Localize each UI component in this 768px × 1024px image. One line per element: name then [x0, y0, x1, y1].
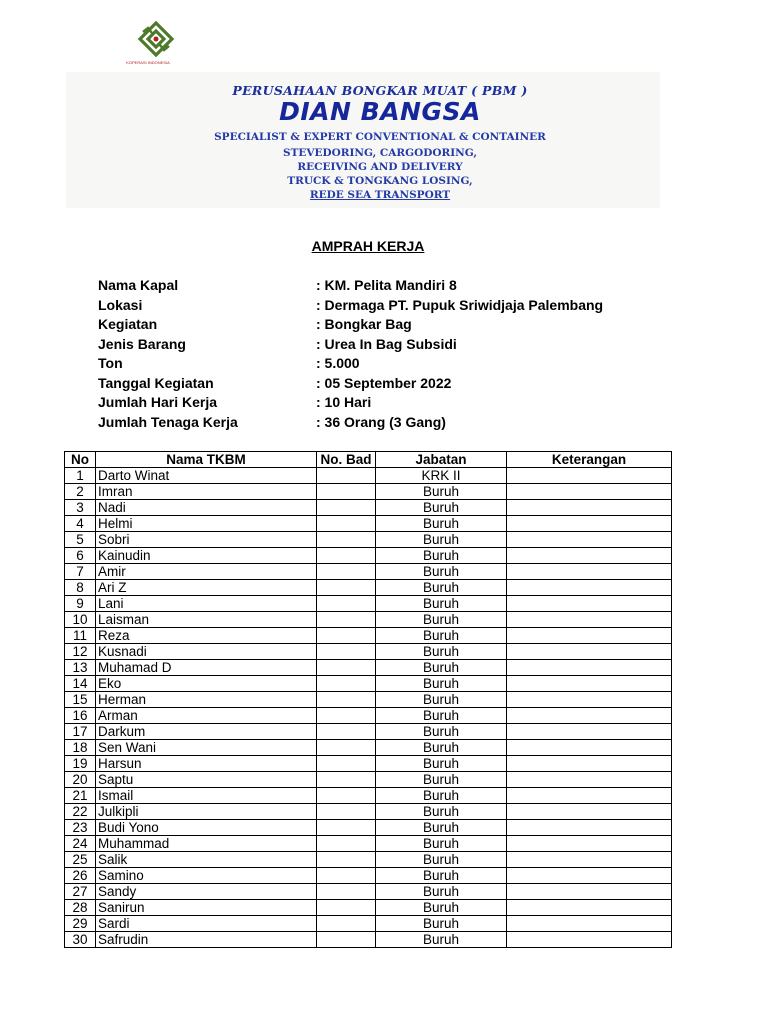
- info-label: Jumlah Hari Kerja: [98, 394, 218, 410]
- worker-name: Saptu: [96, 772, 317, 788]
- worker-name: Muhamad D: [96, 660, 317, 676]
- worker-name: Sen Wani: [96, 740, 317, 756]
- position: Buruh: [376, 932, 507, 948]
- table-row: [65, 772, 672, 788]
- cooperative-logo: [70, 20, 190, 134]
- row-number: 11: [65, 628, 96, 644]
- badge-number: [317, 852, 376, 868]
- service-line: TRUCK & TONGKANG LOSING,: [287, 175, 473, 187]
- remarks: [507, 660, 672, 676]
- info-value: : Urea In Bag Subsidi: [316, 335, 457, 352]
- table-body: [65, 468, 672, 948]
- badge-number: [317, 564, 376, 580]
- worker-name: Sardi: [96, 916, 317, 932]
- row-number: 4: [65, 516, 96, 532]
- badge-number: [317, 804, 376, 820]
- remarks: [507, 484, 672, 500]
- remarks: [507, 724, 672, 740]
- badge-number: [317, 468, 376, 484]
- service-line: RECEIVING AND DELIVERY: [297, 161, 463, 173]
- table-row: [65, 884, 672, 900]
- row-number: 18: [65, 740, 96, 756]
- table-row: [65, 932, 672, 948]
- worker-name: Nadi: [96, 500, 317, 516]
- position: Buruh: [376, 580, 507, 596]
- worker-name: Julkipli: [96, 804, 317, 820]
- worker-name: Darkum: [96, 724, 317, 740]
- remarks: [507, 580, 672, 596]
- badge-number: [317, 868, 376, 884]
- table-row: [65, 564, 672, 580]
- table-row: [65, 708, 672, 724]
- remarks: [507, 596, 672, 612]
- badge-number: [317, 836, 376, 852]
- badge-number: [317, 932, 376, 948]
- badge-number: [317, 548, 376, 564]
- company-type: PERUSAHAAN BONGKAR MUAT ( PBM ): [232, 83, 528, 98]
- worker-name: Helmi: [96, 516, 317, 532]
- logo-caption: KOPERASI INDONESIA: [126, 60, 170, 65]
- table-row: [65, 900, 672, 916]
- badge-number: [317, 676, 376, 692]
- position: Buruh: [376, 820, 507, 836]
- info-value: : Dermaga PT. Pupuk Sriwidjaja Palembang: [316, 296, 604, 313]
- row-number: 21: [65, 788, 96, 804]
- worker-name: Lani: [96, 596, 317, 612]
- worker-name: Amir: [96, 564, 317, 580]
- table-row: [65, 676, 672, 692]
- position: Buruh: [376, 868, 507, 884]
- row-number: 17: [65, 724, 96, 740]
- worker-name: Laisman: [96, 612, 317, 628]
- worker-name: Muhammad: [96, 836, 317, 852]
- table-row: [65, 612, 672, 628]
- row-number: 15: [65, 692, 96, 708]
- table-row: [65, 628, 672, 644]
- position: Buruh: [376, 516, 507, 532]
- badge-number: [317, 708, 376, 724]
- header-keterangan: Keterangan: [507, 452, 672, 468]
- table-row: [65, 516, 672, 532]
- info-label: Jumlah Tenaga Kerja: [98, 413, 238, 430]
- badge-number: [317, 756, 376, 772]
- position: Buruh: [376, 692, 507, 708]
- remarks: [507, 532, 672, 548]
- worker-table: [64, 451, 672, 948]
- badge-number: [317, 628, 376, 644]
- remarks: [507, 820, 672, 836]
- row-number: 12: [65, 644, 96, 660]
- row-number: 2: [65, 484, 96, 500]
- position: Buruh: [376, 900, 507, 916]
- worker-name: Reza: [96, 628, 317, 644]
- row-number: 6: [65, 548, 96, 564]
- badge-number: [317, 900, 376, 916]
- position: Buruh: [376, 628, 507, 644]
- worker-name: Safrudin: [96, 932, 317, 948]
- remarks: [507, 612, 672, 628]
- badge-number: [317, 612, 376, 628]
- table-row: [65, 596, 672, 612]
- badge-number: [317, 884, 376, 900]
- badge-number: [317, 916, 376, 932]
- badge-number: [317, 500, 376, 516]
- table-row: [65, 692, 672, 708]
- worker-name: Kainudin: [96, 548, 317, 564]
- position: Buruh: [376, 660, 507, 676]
- info-value: : 05 September 2022: [316, 374, 452, 391]
- position: Buruh: [376, 836, 507, 852]
- position: Buruh: [376, 884, 507, 900]
- position: Buruh: [376, 564, 507, 580]
- position: Buruh: [376, 772, 507, 788]
- worker-name: Arman: [96, 708, 317, 724]
- company-name: DIAN BANGSA: [279, 97, 481, 126]
- worker-name: Budi Yono: [96, 820, 317, 836]
- worker-name: Ismail: [96, 788, 317, 804]
- remarks: [507, 852, 672, 868]
- badge-number: [317, 772, 376, 788]
- remarks: [507, 868, 672, 884]
- position: Buruh: [376, 788, 507, 804]
- row-number: 24: [65, 836, 96, 852]
- badge-number: [317, 516, 376, 532]
- header-no-bad: No. Bad: [317, 452, 376, 468]
- table-header-row: [65, 452, 672, 468]
- row-number: 3: [65, 500, 96, 516]
- table-row: [65, 836, 672, 852]
- remarks: [507, 772, 672, 788]
- position: Buruh: [376, 500, 507, 516]
- header-jabatan: Jabatan: [376, 452, 507, 468]
- row-number: 1: [65, 468, 96, 484]
- table-row: [65, 804, 672, 820]
- row-number: 25: [65, 852, 96, 868]
- position: KRK II: [376, 468, 507, 484]
- table-row: [65, 756, 672, 772]
- info-value: : Bongkar Bag: [316, 316, 412, 332]
- worker-name: Salik: [96, 852, 317, 868]
- position: Buruh: [376, 532, 507, 548]
- header-no: No: [65, 452, 96, 468]
- table-row: [65, 868, 672, 884]
- row-number: 27: [65, 884, 96, 900]
- badge-number: [317, 724, 376, 740]
- position: Buruh: [376, 852, 507, 868]
- row-number: 10: [65, 612, 96, 628]
- worker-name: Imran: [96, 484, 317, 500]
- row-number: 8: [65, 580, 96, 596]
- remarks: [507, 804, 672, 820]
- info-value: : 5.000: [316, 355, 360, 371]
- position: Buruh: [376, 644, 507, 660]
- cooperative-logo-icon: [134, 20, 178, 60]
- row-number: 26: [65, 868, 96, 884]
- worker-name: Ari Z: [96, 580, 317, 596]
- table-row: [65, 484, 672, 500]
- table-row: [65, 852, 672, 868]
- info-value: : 10 Hari: [316, 394, 372, 410]
- position: Buruh: [376, 676, 507, 692]
- remarks: [507, 468, 672, 484]
- remarks: [507, 564, 672, 580]
- table-row: [65, 500, 672, 516]
- row-number: 29: [65, 916, 96, 932]
- info-label: Tanggal Kegiatan: [98, 374, 214, 391]
- row-number: 19: [65, 756, 96, 772]
- worker-name: Eko: [96, 676, 317, 692]
- row-number: 14: [65, 676, 96, 692]
- position: Buruh: [376, 708, 507, 724]
- position: Buruh: [376, 916, 507, 932]
- remarks: [507, 788, 672, 804]
- service-line: REDE SEA TRANSPORT: [309, 189, 451, 201]
- table-row: [65, 724, 672, 740]
- table-row: [65, 644, 672, 660]
- badge-number: [317, 788, 376, 804]
- row-number: 13: [65, 660, 96, 676]
- position: Buruh: [376, 756, 507, 772]
- table-row: [65, 740, 672, 756]
- service-line: SPECIALIST & EXPERT CONVENTIONAL & CONTAINER: [214, 131, 546, 143]
- badge-number: [317, 820, 376, 836]
- worker-name: Sandy: [96, 884, 317, 900]
- row-number: 28: [65, 900, 96, 916]
- remarks: [507, 708, 672, 724]
- badge-number: [317, 596, 376, 612]
- remarks: [507, 900, 672, 916]
- remarks: [507, 932, 672, 948]
- remarks: [507, 548, 672, 564]
- row-number: 30: [65, 932, 96, 948]
- worker-name: Samino: [96, 868, 317, 884]
- service-line: STEVEDORING, CARGODORING,: [282, 147, 478, 159]
- table-row: [65, 532, 672, 548]
- remarks: [507, 516, 672, 532]
- badge-number: [317, 580, 376, 596]
- position: Buruh: [376, 612, 507, 628]
- document-title: AMPRAH KERJA: [311, 238, 425, 254]
- table-row: [65, 660, 672, 676]
- row-number: 7: [65, 564, 96, 580]
- position: Buruh: [376, 740, 507, 756]
- worker-name: Sanirun: [96, 900, 317, 916]
- info-label: Ton: [98, 355, 123, 371]
- header-name: Nama TKBM: [96, 452, 317, 468]
- remarks: [507, 676, 672, 692]
- table-row: [65, 580, 672, 596]
- info-value: : 36 Orang (3 Gang): [316, 413, 446, 430]
- worker-name: Herman: [96, 692, 317, 708]
- badge-number: [317, 532, 376, 548]
- badge-number: [317, 484, 376, 500]
- info-value: : KM. Pelita Mandiri 8: [316, 277, 457, 293]
- badge-number: [317, 692, 376, 708]
- position: Buruh: [376, 724, 507, 740]
- info-label: Lokasi: [98, 296, 143, 313]
- remarks: [507, 692, 672, 708]
- position: Buruh: [376, 804, 507, 820]
- worker-name: Harsun: [96, 756, 317, 772]
- row-number: 16: [65, 708, 96, 724]
- remarks: [507, 884, 672, 900]
- worker-name: Darto Winat: [96, 468, 317, 484]
- row-number: 23: [65, 820, 96, 836]
- row-number: 5: [65, 532, 96, 548]
- remarks: [507, 644, 672, 660]
- info-label: Kegiatan: [98, 316, 158, 332]
- badge-number: [317, 660, 376, 676]
- row-number: 9: [65, 596, 96, 612]
- position: Buruh: [376, 484, 507, 500]
- remarks: [507, 628, 672, 644]
- row-number: 22: [65, 804, 96, 820]
- badge-number: [317, 644, 376, 660]
- remarks: [507, 836, 672, 852]
- table-row: [65, 468, 672, 484]
- info-label: Jenis Barang: [98, 335, 186, 352]
- remarks: [507, 740, 672, 756]
- row-number: 20: [65, 772, 96, 788]
- table-row: [65, 548, 672, 564]
- worker-name: Sobri: [96, 532, 317, 548]
- table-row: [65, 788, 672, 804]
- table-row: [65, 820, 672, 836]
- worker-name: Kusnadi: [96, 644, 317, 660]
- remarks: [507, 756, 672, 772]
- remarks: [507, 500, 672, 516]
- table-row: [65, 916, 672, 932]
- position: Buruh: [376, 596, 507, 612]
- info-label: Nama Kapal: [98, 277, 179, 293]
- badge-number: [317, 740, 376, 756]
- remarks: [507, 916, 672, 932]
- position: Buruh: [376, 548, 507, 564]
